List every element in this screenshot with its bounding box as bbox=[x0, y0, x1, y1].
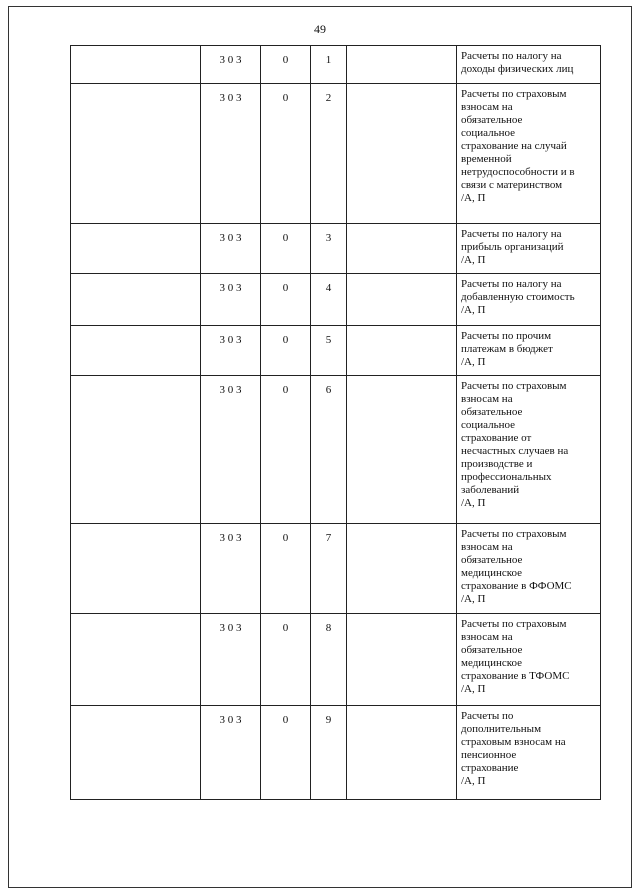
account-code: 3 0 3 bbox=[201, 614, 261, 706]
empty-cell bbox=[71, 274, 201, 326]
account-name-cell bbox=[457, 84, 601, 224]
account-name-cell bbox=[457, 224, 601, 274]
account-name-cell bbox=[457, 706, 601, 800]
account-name-cell bbox=[457, 274, 601, 326]
table-row bbox=[71, 614, 601, 706]
group-code: 0 bbox=[261, 614, 311, 706]
group-code: 0 bbox=[261, 46, 311, 84]
page-number: 49 bbox=[314, 22, 326, 36]
empty-cell bbox=[71, 326, 201, 376]
account-name: Расчеты по страховым взносам на обязательное медицинское страхование в ТФОМС /А, П bbox=[461, 618, 570, 695]
account-code: 3 0 3 bbox=[201, 706, 261, 800]
account-name-cell bbox=[457, 46, 601, 84]
empty-cell bbox=[71, 224, 201, 274]
empty-cell bbox=[347, 706, 457, 800]
accounts-table bbox=[70, 45, 601, 800]
account-name: Расчеты по страховым взносам на обязательное социальное страхование от несчастных случаев на производстве и профессиональных заболеваний /А, П bbox=[461, 380, 569, 509]
group-code: 0 bbox=[261, 376, 311, 524]
empty-cell bbox=[347, 326, 457, 376]
account-code: 3 0 3 bbox=[201, 84, 261, 224]
group-code: 0 bbox=[261, 274, 311, 326]
account-name: Расчеты по налогу на доходы физических лиц bbox=[461, 50, 574, 75]
account-code: 3 0 3 bbox=[201, 224, 261, 274]
account-name-cell bbox=[457, 326, 601, 376]
account-name-cell bbox=[457, 376, 601, 524]
empty-cell bbox=[71, 84, 201, 224]
empty-cell bbox=[71, 614, 201, 706]
group-code: 0 bbox=[261, 84, 311, 224]
group-code: 0 bbox=[261, 524, 311, 614]
account-name: Расчеты по налогу на добавленную стоимость /А, П bbox=[461, 278, 575, 316]
sub-code: 9 bbox=[311, 706, 347, 800]
empty-cell bbox=[71, 376, 201, 524]
table-row bbox=[71, 84, 601, 224]
account-code: 3 0 3 bbox=[201, 326, 261, 376]
group-code: 0 bbox=[261, 706, 311, 800]
account-name: Расчеты по дополнительным страховым взносам на пенсионное страхование /А, П bbox=[461, 710, 566, 787]
account-name: Расчеты по страховым взносам на обязательное социальное страхование на случай временной нетрудоспособности и в связи с материнством /А, П bbox=[461, 88, 575, 204]
table-row bbox=[71, 706, 601, 800]
account-code: 3 0 3 bbox=[201, 524, 261, 614]
sub-code: 3 bbox=[311, 224, 347, 274]
group-code: 0 bbox=[261, 224, 311, 274]
account-name: Расчеты по прочим платежам в бюджет /А, П bbox=[461, 330, 553, 368]
table-row bbox=[71, 326, 601, 376]
group-code: 0 bbox=[261, 326, 311, 376]
empty-cell bbox=[71, 46, 201, 84]
empty-cell bbox=[347, 274, 457, 326]
table-row bbox=[71, 524, 601, 614]
table-row bbox=[71, 46, 601, 84]
account-code: 3 0 3 bbox=[201, 46, 261, 84]
empty-cell bbox=[347, 614, 457, 706]
sub-code: 8 bbox=[311, 614, 347, 706]
table-row bbox=[71, 224, 601, 274]
empty-cell bbox=[347, 84, 457, 224]
sub-code: 7 bbox=[311, 524, 347, 614]
empty-cell bbox=[347, 224, 457, 274]
sub-code: 6 bbox=[311, 376, 347, 524]
account-name: Расчеты по страховым взносам на обязательное медицинское страхование в ФФОМС /А, П bbox=[461, 528, 572, 605]
empty-cell bbox=[71, 706, 201, 800]
account-name: Расчеты по налогу на прибыль организаций /А, П bbox=[461, 228, 564, 266]
account-name-cell bbox=[457, 524, 601, 614]
table-row bbox=[71, 274, 601, 326]
account-code: 3 0 3 bbox=[201, 376, 261, 524]
sub-code: 4 bbox=[311, 274, 347, 326]
empty-cell bbox=[71, 524, 201, 614]
empty-cell bbox=[347, 46, 457, 84]
empty-cell bbox=[347, 376, 457, 524]
table-row bbox=[71, 376, 601, 524]
account-name-cell bbox=[457, 614, 601, 706]
sub-code: 1 bbox=[311, 46, 347, 84]
account-code: 3 0 3 bbox=[201, 274, 261, 326]
sub-code: 2 bbox=[311, 84, 347, 224]
empty-cell bbox=[347, 524, 457, 614]
sub-code: 5 bbox=[311, 326, 347, 376]
